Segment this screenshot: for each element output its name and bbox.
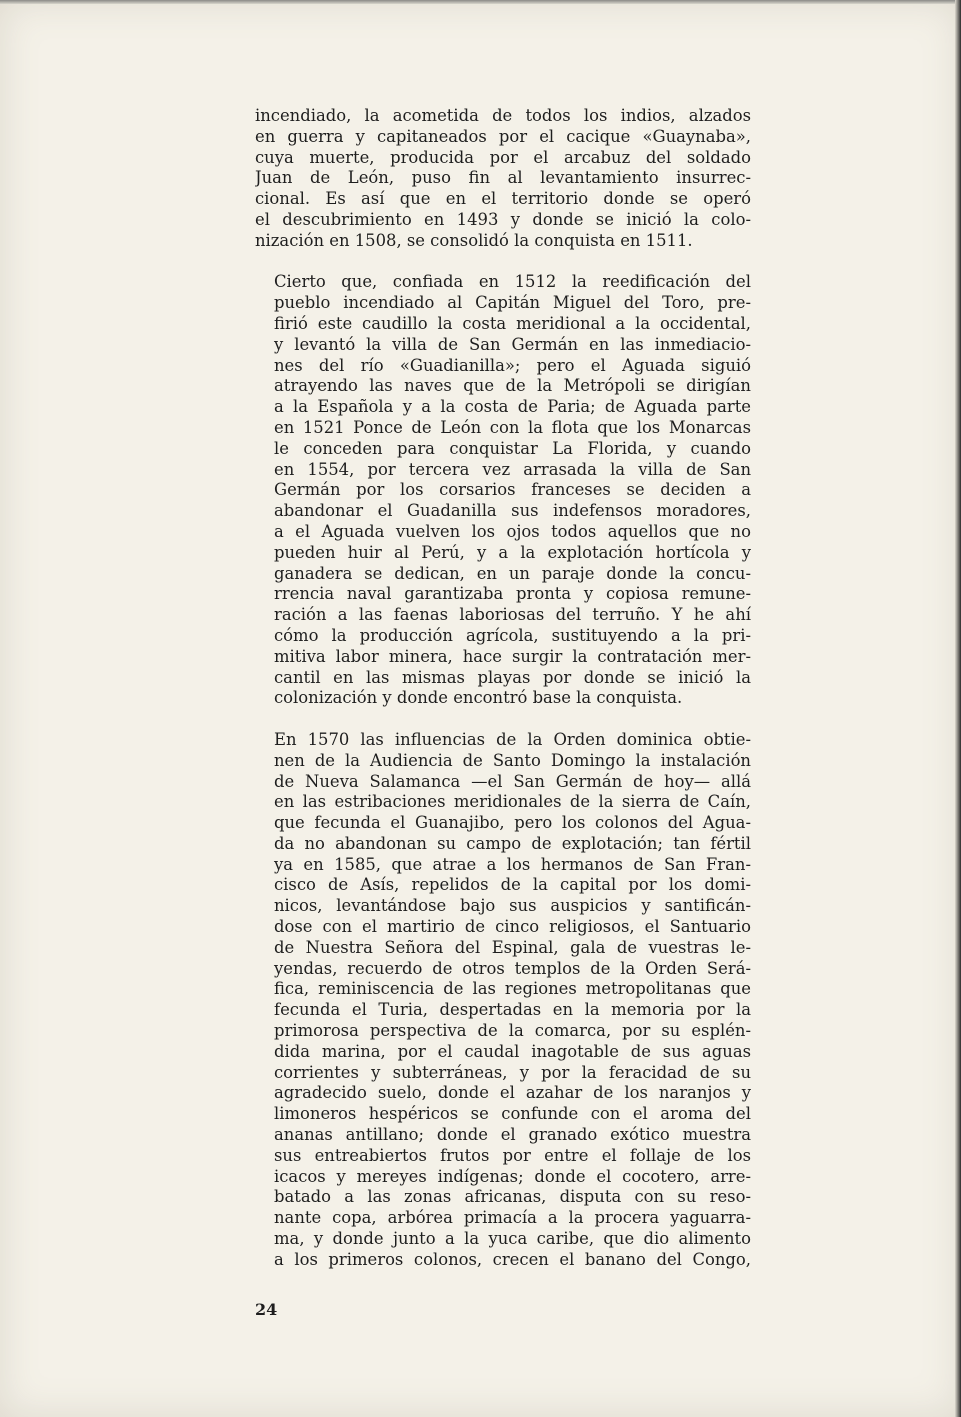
text-line: cuya muerte, producida por el arcabuz del soldado bbox=[255, 147, 751, 167]
text-line: fica, reminiscencia de las regiones metropolitanas que bbox=[274, 979, 751, 999]
paragraph-3 bbox=[255, 730, 751, 1271]
text-line: y levantó la villa de San Germán en las inmediacio- bbox=[274, 334, 751, 354]
page-top-edge bbox=[0, 0, 961, 4]
paragraph-2 bbox=[255, 272, 751, 709]
text-line: firió este caudillo la costa meridional a la occidental, bbox=[274, 313, 751, 333]
text-line: en las estribaciones meridionales de la sierra de Caín, bbox=[274, 792, 751, 812]
text-line: mitiva labor minera, hace surgir la contratación mer- bbox=[274, 646, 751, 666]
text-line: corrientes y subterráneas, y por la feracidad de su bbox=[274, 1062, 751, 1082]
text-line: cional. Es así que en el territorio donde se operó bbox=[255, 189, 751, 209]
text-line: nización en 1508, se consolidó la conquista en 1511. bbox=[255, 230, 693, 250]
text-line: Cierto que, confiada en 1512 la reedificación del bbox=[274, 272, 751, 292]
text-line: el descubrimiento en 1493 y donde se inició la colo- bbox=[255, 209, 751, 229]
text-line: icacos y mereyes indígenas; donde el cocotero, arre- bbox=[274, 1166, 751, 1186]
text-line: dida marina, por el caudal inagotable de sus aguas bbox=[274, 1041, 751, 1061]
text-line: en guerra y capitaneados por el cacique «Guaynaba», bbox=[255, 126, 751, 146]
text-line: incendiado, la acometida de todos los indios, alzados bbox=[255, 106, 751, 125]
text-line: en 1554, por tercera vez arrasada la villa de San bbox=[274, 459, 751, 479]
text-line: limoneros hespéricos se confunde con el aroma del bbox=[274, 1104, 751, 1124]
text-line: yendas, recuerdo de otros templos de la Orden Será- bbox=[274, 958, 751, 978]
paragraph-1 bbox=[255, 106, 751, 252]
text-line: pueblo incendiado al Capitán Miguel del Toro, pre- bbox=[274, 293, 751, 313]
text-line: agradecido suelo, donde el azahar de los naranjos y bbox=[274, 1083, 751, 1103]
text-line: de Nuestra Señora del Espinal, gala de vuestras le- bbox=[274, 937, 751, 957]
text-line: abandonar el Guadanilla sus indefensos moradores, bbox=[274, 501, 751, 521]
text-line: da no abandonan su campo de explotación; tan fértil bbox=[274, 833, 751, 853]
page-right-edge bbox=[955, 0, 961, 1417]
text-line: a los primeros colonos, crecen el banano del Congo, bbox=[274, 1249, 751, 1269]
text-line: atrayendo las naves que de la Metrópoli se dirigían bbox=[274, 376, 751, 396]
text-line: en 1521 Ponce de León con la flota que los Monarcas bbox=[274, 417, 751, 437]
text-line: ganadera se dedican, en un paraje donde la concu- bbox=[274, 563, 751, 583]
page-number: 24 bbox=[255, 1300, 278, 1319]
text-line: a la Española y a la costa de Paria; de Aguada parte bbox=[274, 397, 751, 417]
text-line: sus entreabiertos frutos por entre el follaje de los bbox=[274, 1145, 751, 1165]
text-line: ración a las faenas laboriosas del terruño. Y he ahí bbox=[274, 605, 751, 625]
text-line: Juan de León, puso fin al levantamiento insurrec- bbox=[255, 168, 751, 188]
text-line: pueden huir al Perú, y a la explotación hortícola y bbox=[274, 542, 751, 562]
text-line: le conceden para conquistar La Florida, y cuando bbox=[274, 438, 751, 458]
body-text bbox=[255, 106, 751, 1291]
text-line: nen de la Audiencia de Santo Domingo la instalación bbox=[274, 750, 751, 770]
text-line: ananas antillano; donde el granado exótico muestra bbox=[274, 1125, 751, 1145]
text-line: a el Aguada vuelven los ojos todos aquellos que no bbox=[274, 521, 751, 541]
text-line: ya en 1585, que atrae a los hermanos de San Fran- bbox=[274, 854, 751, 874]
text-line: Germán por los corsarios franceses se deciden a bbox=[274, 480, 751, 500]
text-line: nes del río «Guadianilla»; pero el Aguada siguió bbox=[274, 355, 751, 375]
text-line: nicos, levantándose bajo sus auspicios y santificán- bbox=[274, 896, 751, 916]
text-line: ma, y donde junto a la yuca caribe, que dio alimento bbox=[274, 1229, 751, 1249]
text-line: colonización y donde encontró base la conquista. bbox=[274, 688, 683, 708]
text-line: fecunda el Turia, despertadas en la memoria por la bbox=[274, 1000, 751, 1020]
text-line: dose con el martirio de cinco religiosos, el Santuario bbox=[274, 917, 751, 937]
text-line: En 1570 las influencias de la Orden dominica obtie- bbox=[274, 729, 751, 749]
text-line: que fecunda el Guanajibo, pero los colonos del Agua- bbox=[274, 813, 751, 833]
text-line: primorosa perspectiva de la comarca, por su esplén- bbox=[274, 1021, 751, 1041]
text-line: cantil en las mismas playas por donde se inició la bbox=[274, 667, 751, 687]
text-line: de Nueva Salamanca —el San Germán de hoy— allá bbox=[274, 771, 751, 791]
text-line: rrencia naval garantizaba pronta y copiosa remune- bbox=[274, 584, 751, 604]
text-line: batado a las zonas africanas, disputa con su reso- bbox=[274, 1187, 751, 1207]
text-line: cómo la producción agrícola, sustituyendo a la pri- bbox=[274, 625, 751, 645]
text-line: cisco de Asís, repelidos de la capital por los domi- bbox=[274, 875, 751, 895]
text-line: nante copa, arbórea primacía a la procera yaguarra- bbox=[274, 1208, 751, 1228]
